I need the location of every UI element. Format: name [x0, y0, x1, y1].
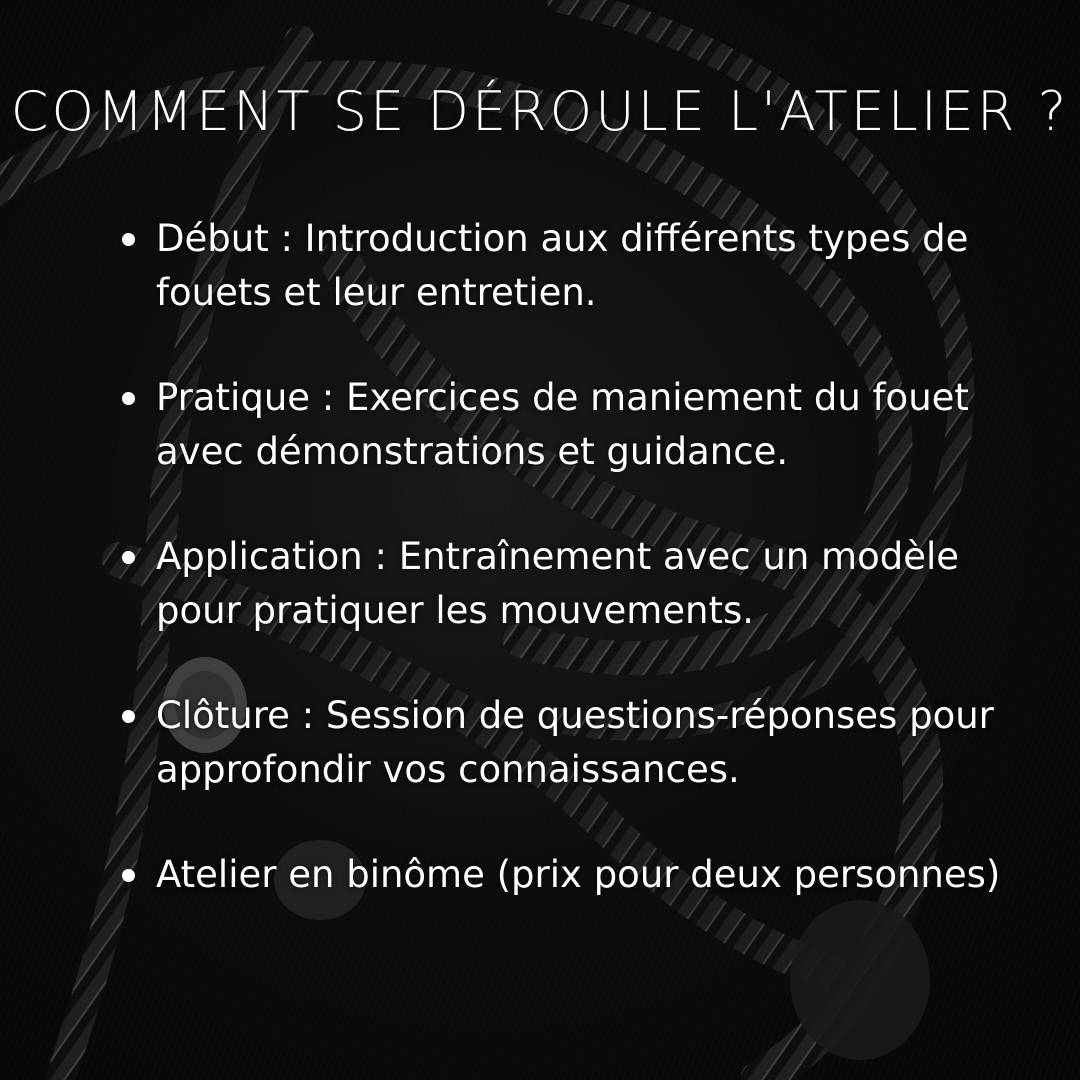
- steps-list: [118, 212, 1018, 953]
- list-item-atelier-binome: [118, 848, 1018, 902]
- list-item-pratique: [118, 371, 1018, 479]
- list-item-application: [118, 530, 1018, 638]
- bullet-icon: [122, 551, 135, 564]
- bullet-icon: [122, 233, 135, 246]
- list-item-cloture: [118, 689, 1018, 797]
- list-item-text: Pratique : Exercices de maniement du fouet avec démonstrations et guidance.: [156, 376, 969, 473]
- list-item-debut: [118, 212, 1018, 320]
- page-title: COMMENT SE DÉROULE L'ATELIER ?: [10, 80, 1070, 143]
- list-item-text: Clôture : Session de questions-réponses pour approfondir vos connaissances.: [156, 694, 994, 791]
- bullet-icon: [122, 710, 135, 723]
- list-item-text: Application : Entraînement avec un modèle pour pratiquer les mouvements.: [156, 535, 960, 632]
- bullet-icon: [122, 869, 135, 882]
- bullet-icon: [122, 392, 135, 405]
- list-item-text: Début : Introduction aux différents types de fouets et leur entretien.: [156, 217, 969, 314]
- list-item-text: Atelier en binôme (prix pour deux personnes): [156, 853, 1001, 896]
